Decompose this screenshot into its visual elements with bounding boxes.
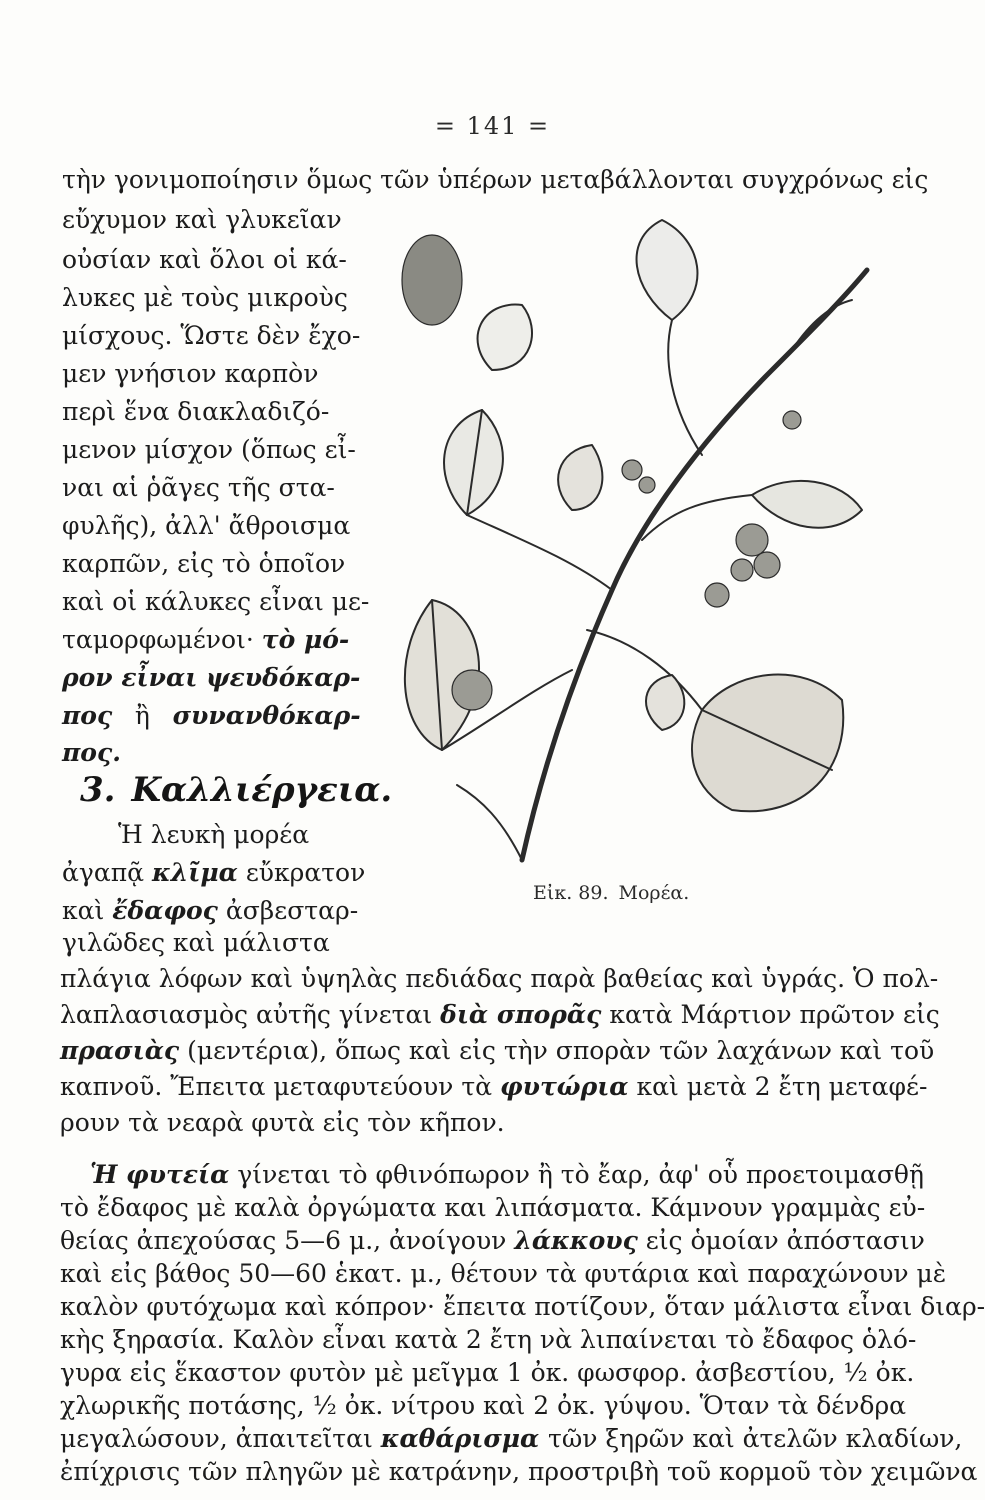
emphasis: συνανθόκαρ- xyxy=(172,701,361,730)
figure-name: Μορέα. xyxy=(618,882,690,904)
text-line: χλωρικῆς ποτάσης, ½ ὀκ. νίτρου καὶ 2 ὀκ. γύψου. Ὅταν τὰ δένδρα xyxy=(60,1391,907,1420)
text-line: τὸ ἔδαφος μὲ καλὰ ὀργώματα και λιπάσματα. Κάμνουν γραμμὰς εὐ- xyxy=(60,1193,926,1222)
mulberry-illustration xyxy=(372,210,892,875)
text-span: εἰς ὁμοίαν ἀπόστασιν xyxy=(645,1226,925,1255)
text-span: λαπλασιασμὸς αὐτῆς γίνεται xyxy=(60,1000,433,1029)
text-span: εὔκρατον xyxy=(245,858,366,887)
text-line: ναι αἱ ῥᾶγες τῆς στα- xyxy=(62,473,335,502)
emphasis: πος xyxy=(62,701,113,730)
text-line xyxy=(62,896,358,926)
figure-label: Εἰκ. 89. xyxy=(533,882,609,904)
text-span: κατὰ Μάρτιον πρῶτον εἰς xyxy=(609,1000,940,1029)
text-line xyxy=(90,1160,924,1190)
text-line: καρπῶν, εἰς τὸ ὁποῖον xyxy=(62,549,346,578)
text-span: ἀσβεσταρ- xyxy=(225,896,359,925)
text-line: μενον μίσχον (ὅπως εἶ- xyxy=(62,435,356,464)
text-line xyxy=(60,1000,940,1030)
section-heading xyxy=(80,770,392,810)
text-span: καὶ xyxy=(62,896,105,925)
emphasis: ἔδαφος xyxy=(112,896,218,925)
text-line xyxy=(60,1036,934,1066)
text-line xyxy=(60,1226,925,1256)
text-line: φυλῆς), ἀλλ' ἄθροισμα xyxy=(62,511,351,540)
emphasis: Ἡ φυτεία xyxy=(90,1160,230,1189)
text-line: τὴν γονιμοποίησιν ὅμως τῶν ὑπέρων μεταβάλλονται συγχρόνως εἰς xyxy=(62,165,929,194)
emphasis: τὸ μό- xyxy=(261,625,350,654)
text-line: μεν γνήσιον καρπὸν xyxy=(62,359,319,388)
mulberry-branch-drawing xyxy=(372,210,892,875)
text-line: ρουν τὰ νεαρὰ φυτὰ εἰς τὸν κῆπον. xyxy=(60,1108,505,1137)
text-span: (μεντέρια), ὅπως καὶ εἰς τὴν σπορὰν τῶν λαχάνων καὶ τοῦ xyxy=(187,1036,935,1065)
text-line: ἐπίχρισις τῶν πληγῶν μὲ κατράνην, προστριβὴ τοῦ κορμοῦ τὸν χειμῶνα xyxy=(60,1457,978,1486)
section-title: Καλλιέργεια. xyxy=(131,770,393,810)
emphasis-line xyxy=(62,701,361,731)
emphasis: λάκκους xyxy=(514,1226,638,1255)
text-span: ἢ xyxy=(134,701,150,730)
text-line xyxy=(62,858,365,888)
text-span: μεγαλώσουν, ἀπαιτεῖται xyxy=(60,1424,381,1453)
text-line: πλάγια λόφων καὶ ὑψηλὰς πεδιάδας παρὰ βαθείας καὶ ὑγράς. Ὁ πολ- xyxy=(60,964,939,993)
section-number: 3. xyxy=(80,770,116,810)
text-line: καὶ εἰς βάθος 50—60 ἑκατ. μ., θέτουν τὰ φυτάρια καὶ παραχώνουν μὲ xyxy=(60,1259,947,1288)
text-span: ταμορφωμένοι· xyxy=(62,625,254,654)
text-line xyxy=(62,625,349,655)
text-span: θείας ἀπεχούσας 5—6 μ., ἀνοίγουν xyxy=(60,1226,507,1255)
text-span: τῶν ξηρῶν καὶ ἀτελῶν κλαδίων, xyxy=(548,1424,963,1453)
text-line: γυρα εἰς ἕκαστον φυτὸν μὲ μεῖγμα 1 ὀκ. φωσφορ. ἀσβεστίου, ½ ὀκ. xyxy=(60,1358,915,1387)
figure-caption xyxy=(533,882,699,904)
emphasis-line: ρον εἶναι ψευδόκαρ- xyxy=(62,663,361,692)
text-line: οὐσίαν καὶ ὅλοι οἱ κά- xyxy=(62,245,347,274)
emphasis: φυτώρια xyxy=(499,1072,629,1101)
text-span: καθάρισμα xyxy=(380,1424,548,1453)
page-number: = 141 = xyxy=(434,112,551,140)
text-line: εὔχυμον καὶ γλυκεῖαν xyxy=(62,205,342,234)
emphasis: διὰ σπορᾶς xyxy=(440,1000,602,1029)
text-line xyxy=(60,1072,927,1102)
text-line: καλὸν φυτόχωμα καὶ κόπρον· ἔπειτα ποτίζουν, ὅταν μάλιστα εἶναι διαρ- xyxy=(60,1292,985,1321)
text-span: γίνεται τὸ φθινόπωρον ἢ τὸ ἔαρ, ἀφ' οὗ προετοιμασθῇ xyxy=(237,1160,924,1189)
text-line: κὴς ξηρασία. Καλὸν εἶναι κατὰ 2 ἔτη νὰ λιπαίνεται τὸ ἔδαφος ὁλό- xyxy=(60,1325,917,1354)
text-line: γιλῶδες καὶ μάλιστα xyxy=(62,928,330,957)
text-line: καὶ οἱ κάλυκες εἶναι με- xyxy=(62,587,370,616)
text-line: μίσχους. Ὥστε δὲν ἔχο- xyxy=(62,321,361,350)
text-span: καὶ μετὰ 2 ἔτη μεταφέ- xyxy=(636,1072,928,1101)
text-line: λυκες μὲ τοὺς μικροὺς xyxy=(62,283,348,312)
emphasis: πρασιὰς xyxy=(60,1036,180,1065)
emphasis: κλῖμα xyxy=(151,858,238,887)
text-line: Ἡ λευκὴ μορέα xyxy=(118,820,310,849)
text-span: ἀγαπᾷ xyxy=(62,858,145,887)
text-span: καπνοῦ. Ἔπειτα μεταφυτεύουν τὰ xyxy=(60,1072,493,1101)
emphasis-line: πος. xyxy=(62,738,121,767)
text-line: περὶ ἕνα διακλαδιζό- xyxy=(62,397,330,426)
text-line xyxy=(60,1424,962,1454)
